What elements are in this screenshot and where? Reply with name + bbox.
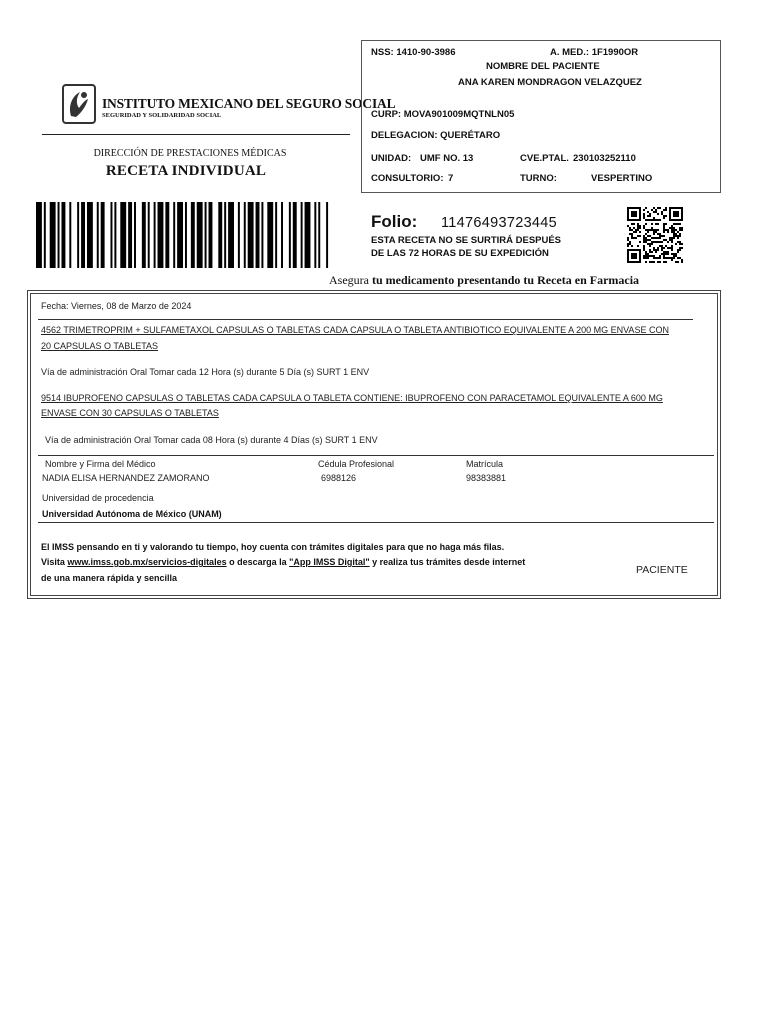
institution-tagline: SEGURIDAD Y SOLIDARIDAD SOCIAL xyxy=(102,112,222,119)
patient-name-label: NOMBRE DEL PACIENTE xyxy=(486,61,600,72)
doctor-divider xyxy=(38,455,714,456)
nss: NSS: 1410-90-3986 xyxy=(371,47,456,58)
footer-line3: de una manera rápida y sencilla xyxy=(41,573,178,583)
imss-digital-link[interactable]: www.imss.gob.mx/servicios-digitales xyxy=(67,557,227,567)
date-divider xyxy=(38,319,693,320)
medication-1-route: Vía de administración Oral Tomar cada 12 Hora (s) durante 5 Día (s) SURT 1 ENV xyxy=(41,367,370,377)
folio-number: 11476493723445 xyxy=(441,215,558,231)
barcode xyxy=(36,202,332,268)
pharmacy-notice xyxy=(329,273,639,288)
copy-label: PACIENTE xyxy=(636,564,688,576)
direction-label: DIRECCIÓN DE PRESTACIONES MÉDICAS xyxy=(93,148,287,159)
footer-divider xyxy=(38,522,714,523)
folio-warning-line2: DE LAS 72 HORAS DE SU EXPEDICIÓN xyxy=(371,248,549,259)
footer-line1: El IMSS pensando en ti y valorando tu tiempo, hoy cuenta con trámites digitales para que no haga más filas. xyxy=(41,542,505,552)
cedula-label: Cédula Profesional xyxy=(318,459,395,469)
unidad-label: UNIDAD: xyxy=(371,153,412,164)
footer-rest: y realiza tus trámites desde internet xyxy=(369,557,526,567)
folio-warning-line1: ESTA RECETA NO SE SURTIRÁ DESPUÉS xyxy=(371,235,562,246)
footer-visit: Visita xyxy=(41,557,68,567)
footer-line2 xyxy=(41,557,525,567)
imss-logo xyxy=(62,84,396,128)
curp: CURP: MOVA901009MQTNLN05 xyxy=(371,109,515,120)
matricula-label: Matrícula xyxy=(466,459,504,469)
app-imss-digital: "App IMSS Digital" xyxy=(289,557,370,567)
medication-1-line1: 4562 TRIMETROPRIM + SULFAMETAXOL CAPSULAS O TABLETAS CADA CAPSULA O TABLETA ANTIBIOTICO EQUIVALENTE A 200 MG ENVASE CON xyxy=(41,325,669,335)
consultorio: 7 xyxy=(448,173,454,184)
cve-label: CVE.PTAL. xyxy=(520,153,569,164)
medication-2-line2: ENVASE CON 30 CAPSULAS O TABLETAS xyxy=(41,408,219,418)
imss-emblem-icon xyxy=(62,84,96,124)
delegacion: DELEGACION: QUERÉTARO xyxy=(371,130,501,141)
header-divider xyxy=(42,134,350,135)
cve-ptal: 230103252110 xyxy=(573,153,636,164)
medication-2-route: Vía de administración Oral Tomar cada 08 Hora (s) durante 4 Días (s) SURT 1 ENV xyxy=(45,435,378,445)
medication-1-line2: 20 CAPSULAS O TABLETAS xyxy=(41,341,159,351)
unidad: UMF NO. 13 xyxy=(420,153,474,164)
doctor-name-label: Nombre y Firma del Médico xyxy=(45,459,156,469)
qr-code xyxy=(627,207,683,263)
turno-label: TURNO: xyxy=(520,173,557,184)
patient-info-box xyxy=(361,40,721,193)
document-title: RECETA INDIVIDUAL xyxy=(105,163,267,179)
university: Universidad Autónoma de México (UNAM) xyxy=(42,509,222,519)
institution-name: INSTITUTO MEXICANO DEL SEGURO SOCIAL xyxy=(102,96,396,111)
doctor-name: NADIA ELISA HERNANDEZ ZAMORANO xyxy=(42,473,210,483)
patient-name: ANA KAREN MONDRAGON VELAZQUEZ xyxy=(458,77,642,88)
cedula: 6988126 xyxy=(321,473,357,483)
folio-label: Folio: xyxy=(371,212,418,231)
prescription-date: Fecha: Viernes, 08 de Marzo de 2024 xyxy=(41,301,192,311)
a-med: A. MED.: 1F1990OR xyxy=(550,47,639,58)
matricula: 98383881 xyxy=(466,473,507,483)
university-label: Universidad de procedencia xyxy=(42,493,154,503)
footer-or: o descarga la xyxy=(226,557,290,567)
notice-prefix: Asegura xyxy=(329,273,369,287)
turno: VESPERTINO xyxy=(591,173,653,184)
consultorio-label: CONSULTORIO: xyxy=(371,173,444,184)
notice-rest: tu medicamento presentando tu Receta en Farmacia xyxy=(368,273,640,287)
medication-2-line1: 9514 IBUPROFENO CAPSULAS O TABLETAS CADA CAPSULA O TABLETA CONTIENE: IBUPROFENO CON PARACETAMOL EQUIVALENTE A 600 MG xyxy=(41,393,663,403)
